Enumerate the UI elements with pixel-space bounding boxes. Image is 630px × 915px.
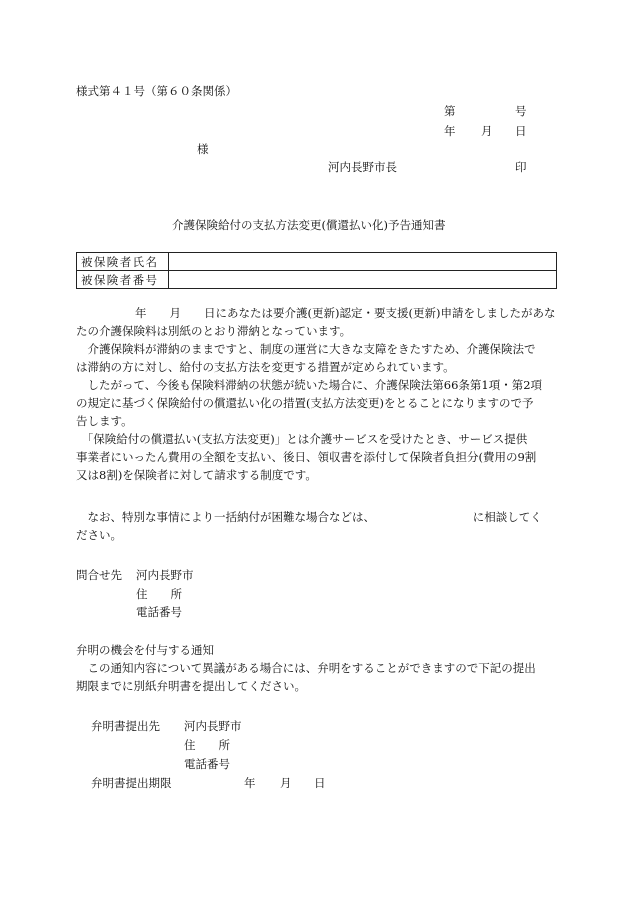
text-line: 年 月 日にあなたは要介護(更新)認定・要支援(更新)申請をしましたがあな [112, 306, 556, 320]
text-line: 又は8割)を保険者に対して請求する制度です。 [76, 468, 317, 482]
paragraph-definition [76, 430, 556, 484]
deadline-day: 日 [314, 776, 326, 790]
insured-number-label: 被保険者番号 [77, 271, 169, 289]
insured-number-value [169, 271, 557, 289]
deadline-month: 月 [280, 776, 292, 790]
date-day: 日 [515, 124, 527, 138]
text-line: 期限までに別紙弁明書を提出してください。 [76, 679, 306, 693]
hearing-heading: 弁明の機会を付与する通知 [76, 643, 214, 657]
insured-name-label: 被保険者氏名 [77, 253, 169, 271]
hearing-dest-label: 弁明書提出先 [91, 719, 160, 733]
contact-label: 問合せ先 [76, 568, 122, 582]
text-line: 介護保険料が滞納のままですと、制度の運営に大きな支障をきたすため、介護保険法で [76, 342, 536, 356]
insured-name-value [169, 253, 557, 271]
paragraph-consultation [76, 508, 556, 544]
sender-name: 河内長野市長 [328, 160, 397, 174]
text-line: の規定に基づく保険給付の償還払い化の措置(支払方法変更)をとることになりますので予 [76, 396, 534, 410]
hearing-address-label: 住 所 [184, 738, 230, 752]
text-line: 「保険給付の償還払い(支払方法変更)」とは介護サービスを受けたとき、サービス提供 [76, 432, 528, 446]
text-line: 告します。 [76, 414, 133, 428]
hearing-org: 河内長野市 [184, 719, 242, 733]
contact-org: 河内長野市 [136, 568, 194, 582]
form-number: 様式第４１号（第６０条関係） [76, 84, 237, 98]
text-line: たの介護保険料は別紙のとおり滞納となっています。 [76, 324, 352, 338]
paragraph-measures [76, 340, 556, 376]
contact-address-label: 住 所 [136, 587, 182, 601]
text-line: 事業者にいったん費用の全額を支払い、後日、領収書を添付して保険者負担分(費用の9割 [76, 450, 537, 464]
contact-phone-label: 電話番号 [136, 605, 182, 619]
paragraph-application [76, 304, 556, 340]
document-title: 介護保険給付の支払方法変更(償還払い化)予告通知書 [172, 218, 446, 232]
date-year: 年 [444, 124, 456, 138]
text-line: なお、特別な事情により一括納付が困難な場合などは、 に相談してく [76, 510, 542, 524]
seal-mark: 印 [515, 160, 527, 174]
doc-number-suffix: 号 [515, 104, 527, 118]
table-row [77, 253, 557, 271]
insured-info-table [76, 252, 557, 289]
addressee-suffix: 様 [197, 142, 209, 156]
hearing-deadline-label: 弁明書提出期限 [91, 776, 172, 790]
date-month: 月 [481, 124, 493, 138]
text-line: は滞納の方に対し、給付の支払方法を変更する措置が定められています。 [76, 360, 455, 374]
paragraph-notice [76, 376, 556, 430]
text-line: この通知内容について異議がある場合には、弁明をすることができますので下記の提出 [76, 661, 536, 675]
paragraph-hearing [76, 659, 556, 695]
deadline-year: 年 [244, 776, 256, 790]
text-line: ださい。 [76, 528, 122, 542]
hearing-phone-label: 電話番号 [184, 757, 230, 771]
text-line: したがって、今後も保険料滞納の状態が続いた場合に、介護保険法第66条第1項・第2項 [76, 378, 543, 392]
table-row [77, 271, 557, 289]
doc-number-prefix: 第 [444, 104, 456, 118]
